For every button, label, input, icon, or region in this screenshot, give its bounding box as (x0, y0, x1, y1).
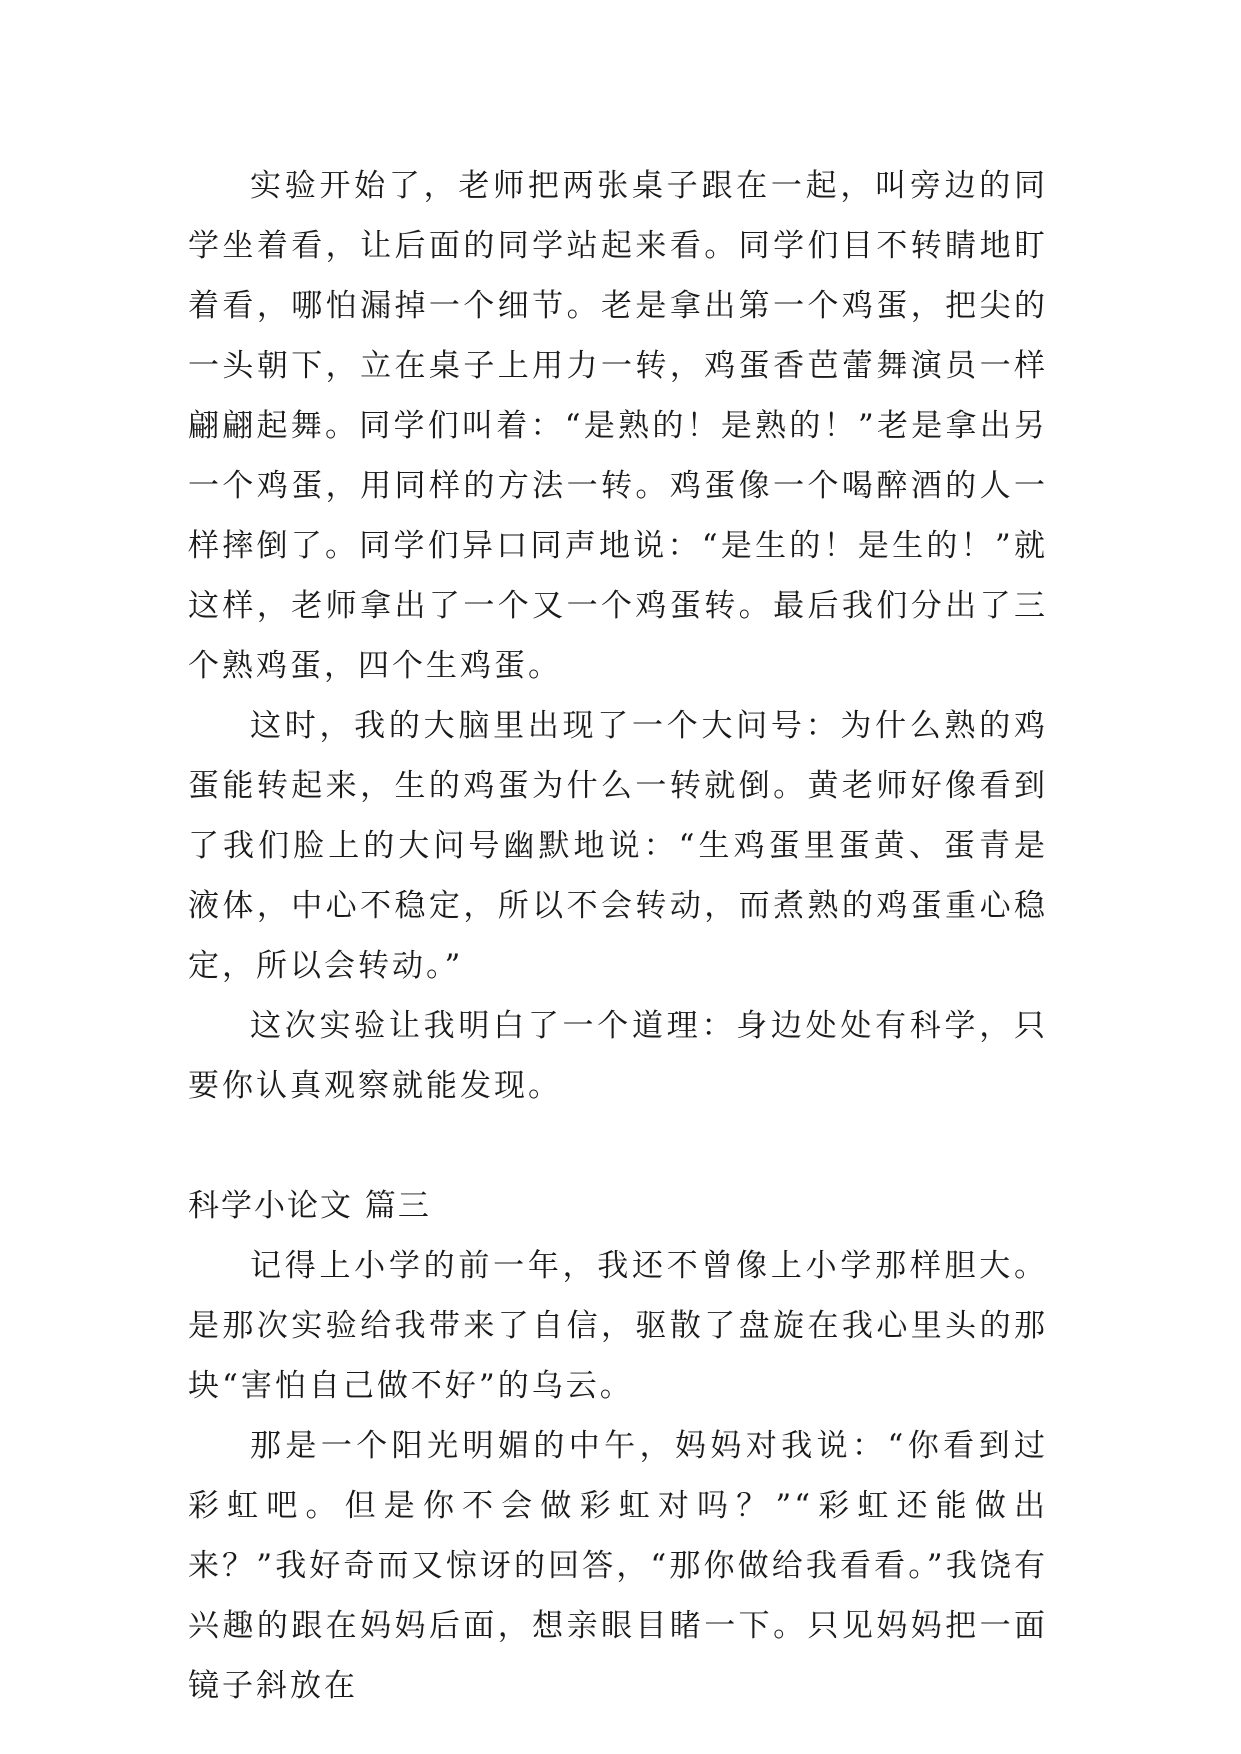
paragraph-rainbow: 那是一个阳光明媚的中午，妈妈对我说：“你看到过彩虹吧。但是你不会做彩虹对吗？”“彩虹还能做出来？”我好奇而又惊讶的回答，“那你做给我看看。”我饶有兴趣的跟在妈妈后面，想亲眼目睹一下。只见妈妈把一面镜子斜放在 (188, 1428, 1048, 1704)
paragraph-experiment: 实验开始了，老师把两张桌子跟在一起，叫旁边的同学坐着看，让后面的同学站起来看。同学们目不转睛地盯着看，哪怕漏掉一个细节。老是拿出第一个鸡蛋，把尖的一头朝下，立在桌子上用力一转，鸡蛋香芭蕾舞演员一样翩翩起舞。同学们叫着：“是熟的！是熟的！”老是拿出另一个鸡蛋，用同样的方法一转。鸡蛋像一个喝醉酒的人一样摔倒了。同学们异口同声地说：“是生的！是生的！”就这样，老师拿出了一个又一个鸡蛋转。最后我们分出了三个熟鸡蛋，四个生鸡蛋。 (188, 168, 1048, 684)
section-heading: 科学小论文 篇三 (188, 1188, 431, 1224)
document-body (188, 156, 1048, 1716)
paragraph-question: 这时，我的大脑里出现了一个大问号：为什么熟的鸡蛋能转起来，生的鸡蛋为什么一转就倒。黄老师好像看到了我们脸上的大问号幽默地说：“生鸡蛋里蛋黄、蛋青是液体，中心不稳定，所以不会转动，而煮熟的鸡蛋重心稳定，所以会转动。” (188, 708, 1048, 984)
paragraph-conclusion: 这次实验让我明白了一个道理：身边处处有科学，只要你认真观察就能发现。 (188, 1008, 1048, 1104)
paragraph-memory: 记得上小学的前一年，我还不曾像上小学那样胆大。是那次实验给我带来了自信，驱散了盘旋在我心里头的那块“害怕自己做不好”的乌云。 (188, 1248, 1048, 1404)
